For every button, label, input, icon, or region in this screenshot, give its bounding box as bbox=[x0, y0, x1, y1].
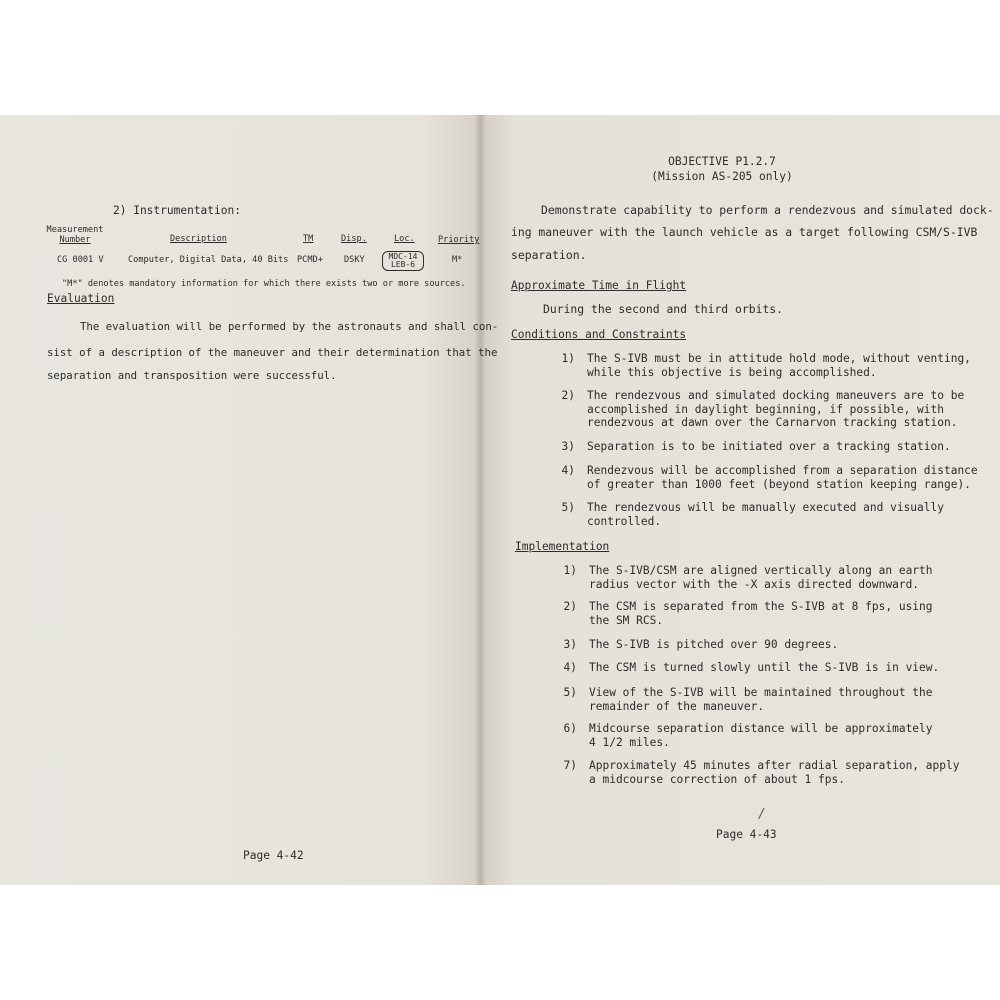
implementation-number: 7) bbox=[563, 759, 577, 772]
col-header-measurement-line1: Measurement bbox=[46, 225, 104, 235]
implementation-item-line: 4 1/2 miles. bbox=[589, 735, 670, 749]
implementation-item-line: remainder of the maneuver. bbox=[589, 699, 765, 713]
implementation-item-line: The S-IVB/CSM are aligned vertically along an earth bbox=[589, 564, 933, 577]
footnote: "M*" denotes mandatory information for which there exists two or more sources. bbox=[62, 279, 466, 289]
implementation-number: 2) bbox=[563, 600, 577, 613]
cell-loc bbox=[382, 251, 424, 271]
col-header-description: Description bbox=[170, 234, 227, 244]
time-in-flight-heading: Approximate Time in Flight bbox=[511, 279, 687, 292]
implementation-number: 4) bbox=[563, 661, 577, 674]
intro-line-2: ing maneuver with the launch vehicle as a target following CSM/S-IVB bbox=[511, 225, 978, 239]
conditions-item-line: Rendezvous will be accomplished from a separation distance bbox=[587, 464, 978, 477]
conditions-number: 3) bbox=[561, 440, 575, 453]
intro-line-1: Demonstrate capability to perform a rendezvous and simulated dock- bbox=[541, 203, 994, 217]
conditions-item-line: The rendezvous will be manually executed and visually bbox=[587, 501, 944, 514]
implementation-item-line: the SM RCS. bbox=[589, 613, 664, 627]
evaluation-heading: Evaluation bbox=[47, 292, 115, 305]
objective-title: OBJECTIVE P1.2.7 bbox=[668, 155, 776, 168]
conditions-number: 5) bbox=[561, 501, 575, 514]
col-header-priority: Priority bbox=[438, 235, 480, 245]
book-spine bbox=[476, 115, 485, 885]
evaluation-line-2: sist of a description of the maneuver and their determination that the bbox=[47, 346, 498, 359]
conditions-item-line: Separation is to be initiated over a tracking station. bbox=[587, 440, 951, 453]
page-number-right: Page 4-43 bbox=[716, 828, 777, 841]
cell-disp: DSKY bbox=[344, 255, 365, 265]
implementation-item-line: a midcourse correction of about 1 fps. bbox=[589, 772, 845, 786]
pen-mark: / bbox=[759, 807, 764, 822]
implementation-number: 3) bbox=[563, 638, 577, 651]
implementation-item-line: The CSM is turned slowly until the S-IVB is in view. bbox=[589, 661, 940, 674]
time-in-flight-text: During the second and third orbits. bbox=[543, 302, 784, 316]
cell-priority: M* bbox=[452, 255, 463, 265]
cell-tm: PCMD+ bbox=[297, 255, 323, 265]
conditions-item-line: accomplished in daylight beginning, if possible, with bbox=[587, 402, 944, 416]
col-header-tm: TM bbox=[303, 234, 314, 244]
implementation-number: 6) bbox=[563, 722, 577, 735]
page-number-left: Page 4-42 bbox=[243, 849, 304, 862]
instrumentation-heading: 2) Instrumentation: bbox=[113, 204, 241, 217]
evaluation-line-1: The evaluation will be performed by the astronauts and shall con- bbox=[80, 320, 499, 333]
conditions-number: 4) bbox=[561, 464, 575, 477]
col-header-loc: Loc. bbox=[394, 234, 415, 244]
implementation-item-line: Approximately 45 minutes after radial separation, apply bbox=[589, 759, 960, 772]
implementation-number: 1) bbox=[563, 564, 577, 577]
conditions-item-line: rendezvous at dawn over the Carnarvon tracking station. bbox=[587, 416, 958, 429]
conditions-heading: Conditions and Constraints bbox=[511, 328, 687, 341]
conditions-number: 2) bbox=[561, 389, 575, 402]
implementation-item-line: The CSM is separated from the S-IVB at 8 fps, using bbox=[589, 600, 933, 613]
implementation-number: 5) bbox=[563, 686, 577, 699]
implementation-item-line: Midcourse separation distance will be approximately bbox=[589, 722, 933, 735]
intro-line-3: separation. bbox=[511, 248, 587, 262]
objective-subtitle: (Mission AS-205 only) bbox=[651, 170, 793, 183]
conditions-item-line: of greater than 1000 feet (beyond station keeping range). bbox=[587, 477, 971, 491]
conditions-number: 1) bbox=[561, 352, 575, 365]
conditions-item-line: The S-IVB must be in attitude hold mode, without venting, bbox=[587, 352, 971, 365]
implementation-item-line: The S-IVB is pitched over 90 degrees. bbox=[589, 638, 839, 651]
conditions-item-line: controlled. bbox=[587, 514, 662, 528]
cell-loc-line1: MDC-14 bbox=[388, 252, 418, 261]
implementation-heading: Implementation bbox=[515, 540, 610, 553]
col-header-measurement-line2: Number bbox=[59, 235, 91, 245]
implementation-item-line: radius vector with the -X axis directed downward. bbox=[589, 577, 920, 591]
cell-loc-line2: LEB-6 bbox=[390, 260, 416, 269]
conditions-item-line: The rendezvous and simulated docking maneuvers are to be bbox=[587, 389, 965, 402]
cell-description: Computer, Digital Data, 40 Bits bbox=[128, 255, 289, 265]
col-header-disp: Disp. bbox=[341, 234, 367, 244]
evaluation-line-3: separation and transposition were successful. bbox=[47, 369, 337, 382]
conditions-item-line: while this objective is being accomplished. bbox=[587, 365, 877, 379]
implementation-item-line: View of the S-IVB will be maintained throughout the bbox=[589, 686, 933, 699]
cell-measurement-number: CG 0001 V bbox=[57, 255, 104, 265]
